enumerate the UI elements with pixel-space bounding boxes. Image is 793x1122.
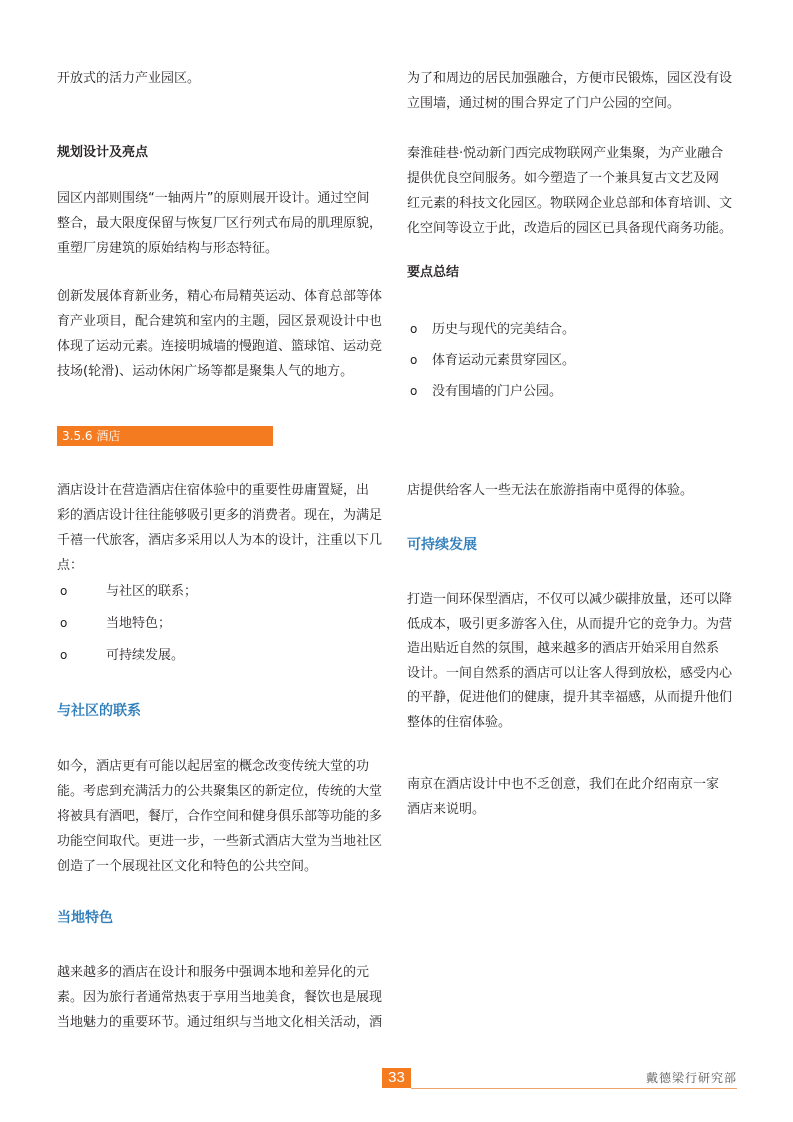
subheading-local: 当地特色 [57,910,113,926]
list-item-text: 体育运动元素贯穿园区。 [432,353,576,368]
paragraph-planning-1: 园区内部则围绕“一轴两片”的原则展开设计。通过空间 整合，最大限度保留与恢复厂区行列式布局的肌理原貌， 重塑厂房建筑的原始结构与形态特征。 [57,191,383,256]
section-heading-summary: 要点总结 [407,265,460,280]
bullet-icon: o [60,584,68,598]
paragraph-nanjing: 南京在酒店设计中也不乏创意，我们在此介绍南京一家 酒店来说明。 [407,777,720,817]
bullet-icon: o [410,322,418,336]
subheading-community: 与社区的联系 [57,703,141,719]
list-item-text: 没有围墙的门户公园。 [432,384,563,399]
paragraph-local-continued: 店提供给客人一些无法在旅游指南中觅得的体验。 [407,483,694,498]
paragraph-hotel-intro: 酒店设计在营造酒店住宿体验中的重要性毋庸置疑，出 彩的酒店设计往往能够吸引更多的消费者。现在，为满足 千禧一代旅客，酒店多采用以人为本的设计，注重以下几 点： [57,483,383,573]
bullet-icon: o [410,384,418,398]
paragraph-iot: 秦淮硅巷·悦动新门西完成物联网产业集聚，为产业融合 提供优良空间服务。如今塑造了一个兼具复古文艺及网 红元素的科技文化园区。物联网企业总部和体育培训、文 化空间等设立于此，改造后的园区已具备现代商务功能。 [407,146,733,236]
list-item [407,348,737,379]
section-heading-planning: 规划设计及亮点 [57,145,149,160]
section-title-bar [57,426,273,446]
bullet-icon: o [410,353,418,367]
list-item-text: 与社区的联系； [106,584,198,599]
bullet-icon: o [60,648,68,662]
paragraph-local: 越来越多的酒店在设计和服务中强调本地和差异化的元 素。因为旅行者通常热衷于享用当地美食，餐饮也是展现 当地魅力的重要环节。通过组织与当地文化相关活动，酒 [57,965,383,1030]
paragraph-planning-2: 创新发展体育新业务，精心布局精英运动、体育总部等体 育产业项目，配合建筑和室内的主题，园区景观设计中也 体现了运动元素。连接明城墙的慢跑道、篮球馆、运动竞 技场(轮滑)、运动休闲广场等都是聚集人气的地方。 [57,289,383,379]
list-item-text: 可持续发展。 [106,648,185,663]
paragraph-community: 如今，酒店更有可能以起居室的概念改变传统大堂的功 能。考虑到充满活力的公共聚集区的新定位，传统的大堂 将被具有酒吧，餐厅，合作空间和健身俱乐部等功能的多 功能空间取代。更进一步，一些新式酒店大堂为当地社区 创造了一个展现社区文化和特色的公共空间。 [57,759,383,874]
summary-bullet-list [407,317,737,410]
paragraph-sustainability: 打造一间环保型酒店，不仅可以减少碳排放量，还可以降 低成本，吸引更多游客入住，从而提升它的竞争力。为营 造出贴近自然的氛围，越来越多的酒店开始采用自然系 设计。一间自然系的酒店可以让客人得到放松，感受内心 的平静，促进他们的健康，提升其幸福感，从而提升他们 整体的住宿体验。 [407,592,733,730]
list-item [407,379,737,410]
bullet-icon: o [60,616,68,630]
intro-line: 开放式的活力产业园区。 [57,71,201,86]
subheading-sustainability: 可持续发展 [407,537,477,553]
list-item-text: 当地特色； [106,616,172,631]
hotel-points-list [57,579,387,675]
list-item [57,579,387,611]
list-item [57,643,387,675]
page-number: 33 [382,1068,411,1088]
footer-organization: 戴德梁行研究部 [645,1071,737,1085]
list-item-text: 历史与现代的完美结合。 [432,322,576,337]
list-item [407,317,737,348]
paragraph-wall: 为了和周边的居民加强融合，方便市民锻炼，园区没有设 立围墙，通过树的围合界定了门户公园的空间。 [407,71,733,111]
footer-divider [411,1088,737,1089]
list-item [57,611,387,643]
section-title: 3.5.6 酒店 [62,429,121,443]
